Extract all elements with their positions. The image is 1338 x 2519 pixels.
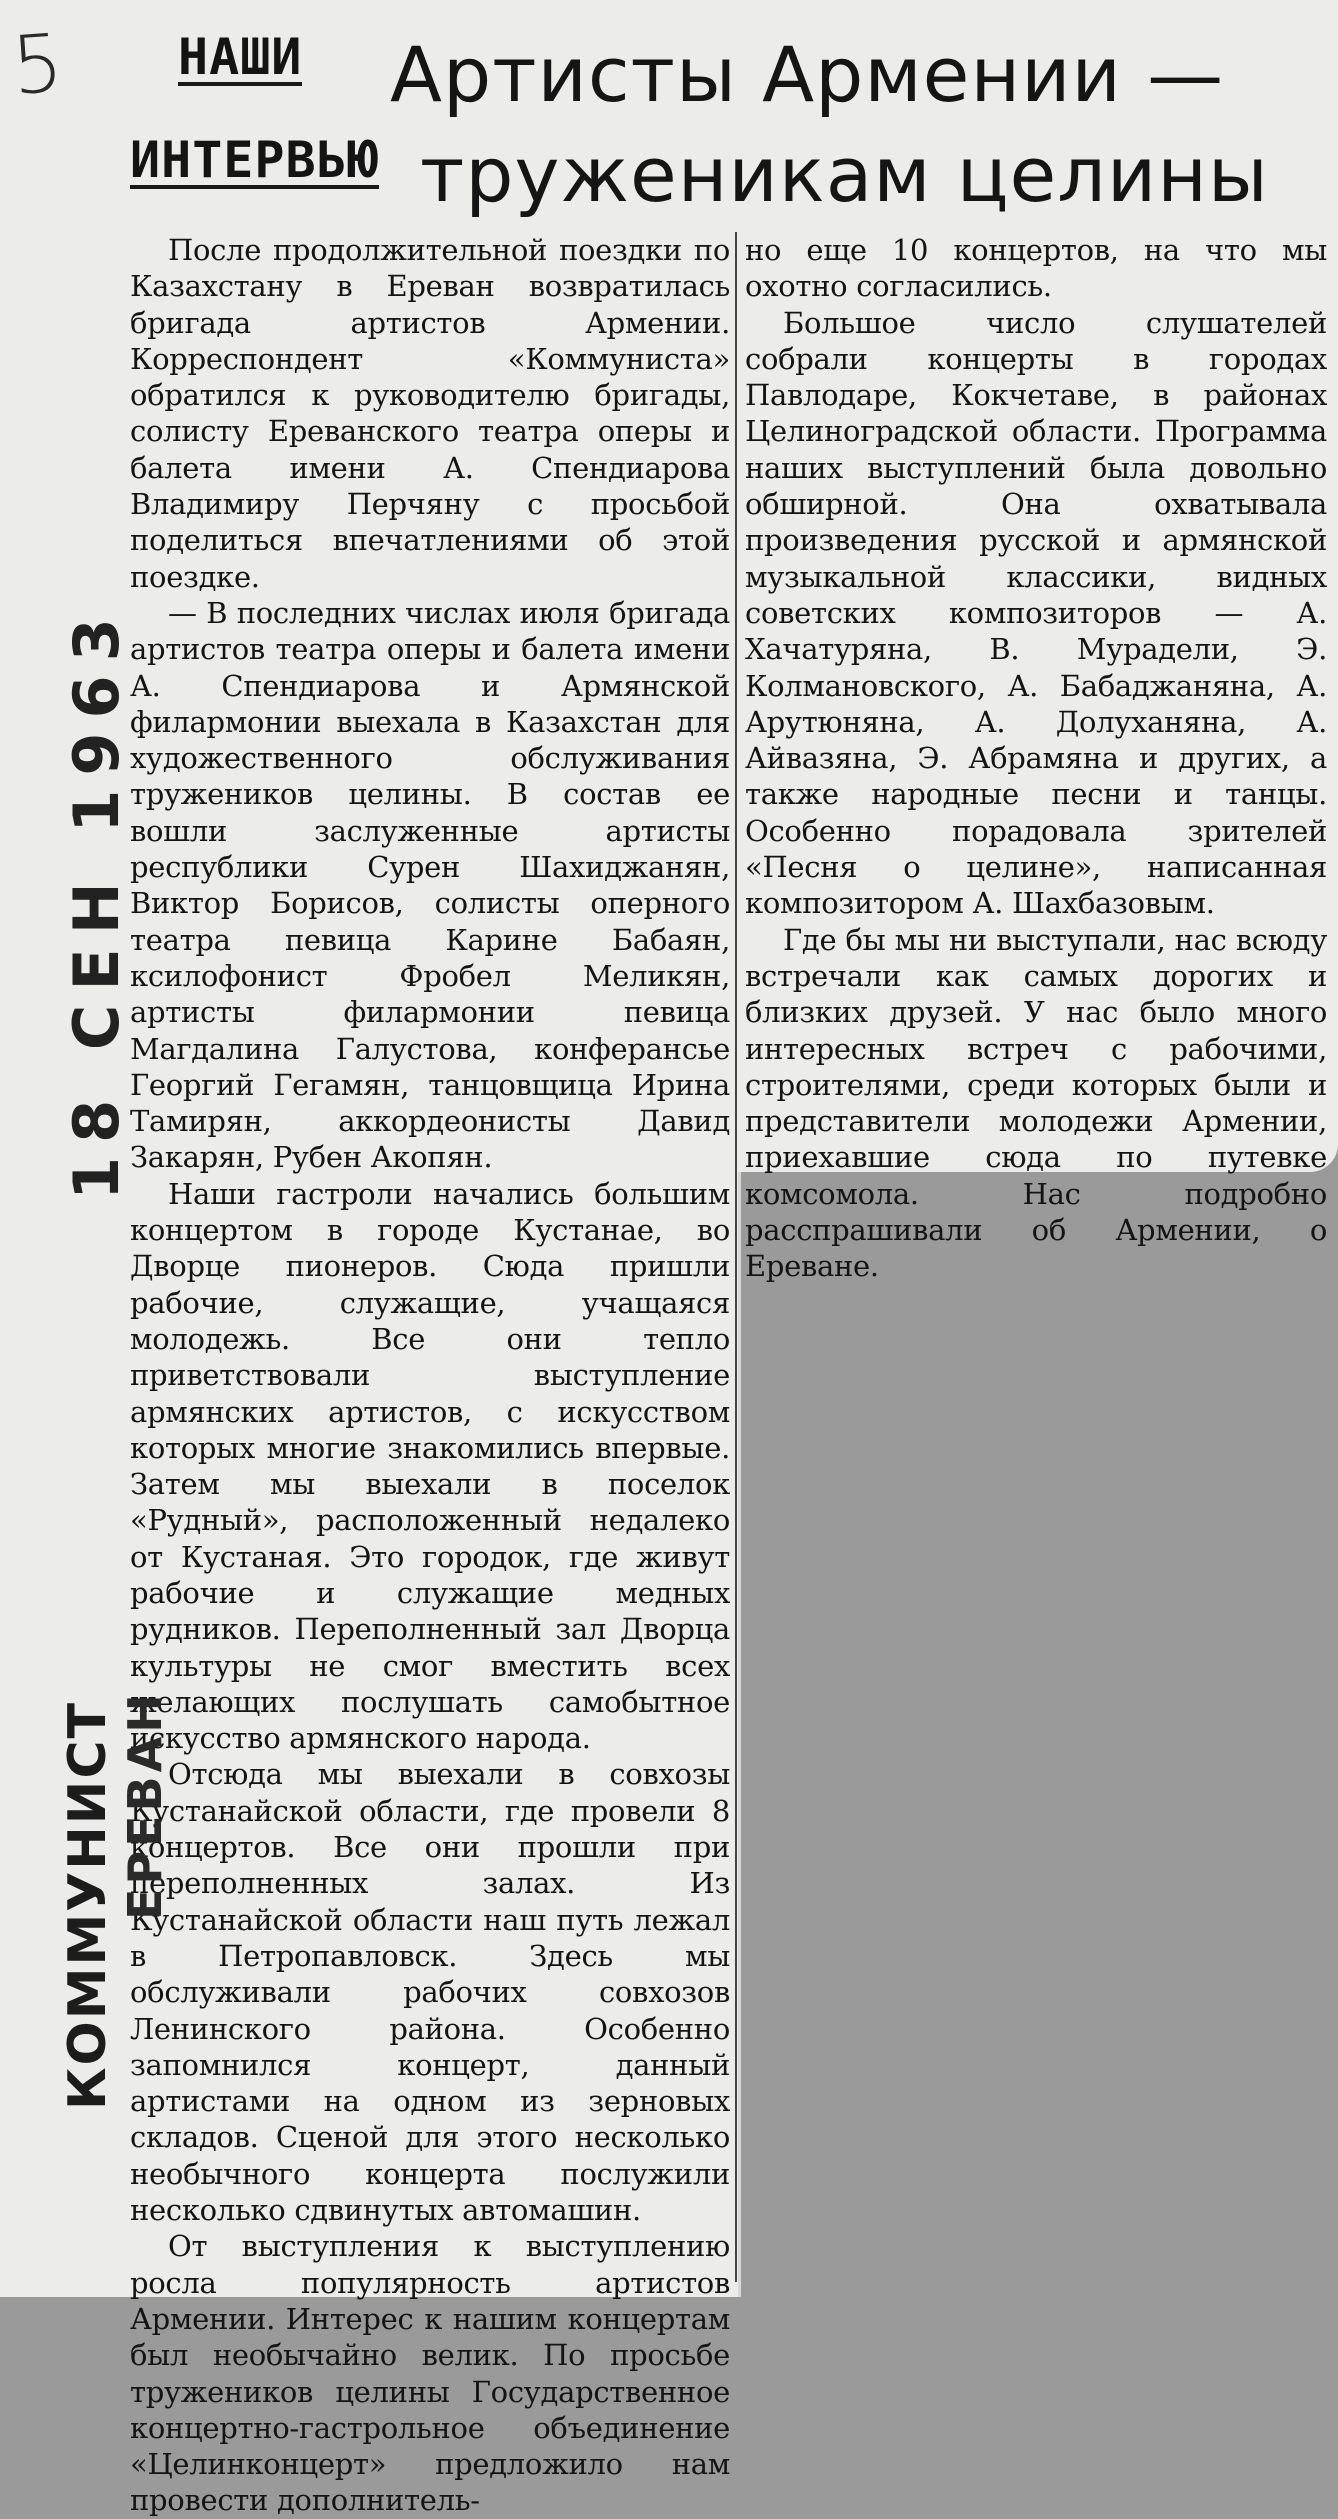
article-column-right [745,232,1327,1285]
paragraph: Где бы мы ни выступали, нас всюду встречали как самых дорогих и близких друзей. У нас было много интересных встреч с рабочими, строителями, среди которых были и представители молодежи Армении, приехавшие сюда по путевке комсомола. Нас подробно расспрашивали об Армении, о Ереване. [745,922,1327,1284]
paper-edge [738,1172,741,2297]
headline-line-2: труженикам целины [420,130,1269,219]
handwritten-number: 5 [8,16,67,113]
newspaper-stamp: КОММУНИСТ [58,1701,118,2110]
paragraph: Большое число слушателей собрали концерты в городах Павлодаре, Кокчетаве, в районах Целиноградской области. Программа наших выступлений была довольно обширной. Она охватывала произведения русской и армянской музыкальной классики, видных советских композиторов — А. Хачатуряна, В. Мурадели, Э. Колмановского, А. Бабаджаняна, А. Арутюняна, А. Долуханяна, А. Айвазяна, Э. Абрамяна и других, а также народные песни и танцы. Особенно порадовала зрителей «Песня о целине», написанная композитором А. Шахбазовым. [745,305,1327,921]
article-column-left [130,232,730,2519]
headline [390,25,1330,225]
column-divider [735,232,737,2282]
rubric-line-2: ИНТЕРВЬЮ [130,131,379,189]
headline-line-1: Артисты Армении — [390,30,1225,119]
rubric-line-1: НАШИ [178,28,303,86]
paragraph: Отсюда мы выехали в совхозы Кустанайской области, где провели 8 концертов. Все они прошли при переполненных залах. Из Кустанайской области наш путь лежал в Петропавловск. Здесь мы обслуживали рабочих совхозов Ленинского района. Особенно запомнился концерт, данный артистами на одном из зерновых складов. Сценой для этого несколько необычного концерта послужили несколько сдвинутых автомашин. [130,1757,730,2228]
paragraph: После продолжительной поездки по Казахстану в Ереван возвратилась бригада артистов Армении. Корреспондент «Коммуниста» обратился к руководителю бригады, солисту Ереванского театра оперы и балета имени А. Спендиарова Владимиру Перчяну с просьбой поделиться впечатлениями об этой поездке. [130,233,730,594]
date-stamp: 18 СЕН 1963 [60,604,133,1200]
city-stamp: ЕРЕВАН [118,1690,172,1920]
paragraph: От выступления к выступлению росла популярность артистов Армении. Интерес к нашим концертам был необычайно велик. По просьбе тружеников целины Государственное концертно-гастрольное объединение «Целинконцерт» предложило нам провести дополнитель- [130,2229,730,2518]
paragraph: Наши гастроли начались большим концертом в городе Кустанае, во Дворце пионеров. Сюда пришли рабочие, служащие, учащаяся молодежь. Все они тепло приветствовали выступление армянских артистов, с искусством которых многие знакомились впервые. Затем мы выехали в поселок «Рудный», расположенный недалеко от Кустаная. Это городок, где живут рабочие и служащие медных рудников. Переполненный зал Дворца культуры не смог вместить всех желающих послушать самобытное искусство армянского народа. [130,1176,730,1756]
paragraph: но еще 10 концертов, на что мы охотно согласились. [745,233,1327,304]
paragraph: — В последних числах июля бригада артистов театра оперы и балета имени А. Спендиарова и Армянской филармонии выехала в Казахстан для художественного обслуживания тружеников целины. В состав ее вошли заслуженные артисты республики Сурен Шахиджанян, Виктор Борисов, солисты оперного театра певица Карине Бабаян, ксилофонист Фробел Меликян, артисты филармонии певица Магдалина Галустова, конферансье Георгий Гегамян, танцовщица Ирина Тамирян, аккордеонисты Давид Закарян, Рубен Акопян. [130,595,730,1175]
